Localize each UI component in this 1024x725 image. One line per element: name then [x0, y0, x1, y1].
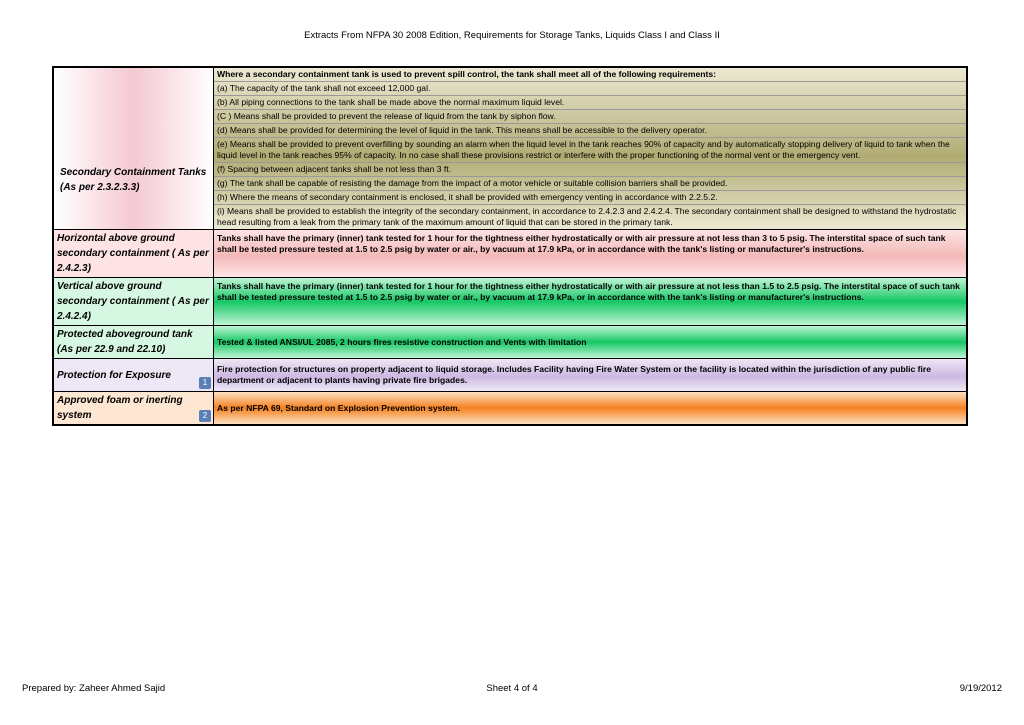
row-label-cell — [54, 68, 214, 229]
requirement-line: (i) Means shall be provided to establish the integrity of the secondary containment, in accordance to 2.4.2.3 and 2.4.2.4. The secondary containment shall be designed to withstand the hydrostatic head resulting from a leak from the primary tank of the maximum amount of liquid that can be stored in the primary tank. — [214, 204, 966, 229]
requirement-line: (C ) Means shall be provided to prevent the release of liquid from the tank by siphon flow. — [214, 109, 966, 123]
row-label-cell — [54, 359, 214, 391]
table-row-secondary-containment — [54, 68, 966, 229]
table-row-horizontal — [54, 229, 966, 277]
requirement-text: Tanks shall have the primary (inner) tank tested for 1 hour for the tightness either hydrostatically or with air pressure at not less than 3 to 5 psig. The interstital space of such tank shall be tested pressure tested at 1.5 to 2.5 psig by water or air., by vacuum at 17.9 kPa, or in accordance with the tank's listing or manufacturer's instructions. — [217, 233, 946, 254]
page-title: Extracts From NFPA 30 2008 Edition, Requirements for Storage Tanks, Liquids Class I and Class II — [304, 30, 720, 41]
footer-date: 9/19/2012 — [959, 683, 1002, 694]
requirement-line: (g) The tank shall be capable of resisting the damage from the impact of a motor vehicle or suitable collision barriers shall be provided. — [214, 176, 966, 190]
row-label: Secondary Containment Tanks (As per 2.3.2.3.3) — [60, 167, 207, 193]
requirement-line: (e) Means shall be provided to prevent overfilling by sounding an alarm when the liquid level in the tank reaches 90% of capacity and by automatically stopping delivery of liquid to tank when the liquid level in the tank reaches 95% of capacity. In no case shall these provisions restrict or interfere with the proper functioning of the normal vent or the emergency vent. — [214, 137, 966, 162]
row-content-cell — [214, 392, 966, 424]
requirement-text: As per NFPA 69, Standard on Explosion Prevention system. — [217, 402, 461, 413]
requirement-line: (b) All piping connections to the tank shall be made above the normal maximum liquid level. — [214, 95, 966, 109]
requirement-line: (d) Means shall be provided for determining the level of liquid in the tank. This means shall be accessible to the delivery operator. — [214, 123, 966, 137]
requirement-text: Tanks shall have the primary (inner) tank tested for 1 hour for the tightness either hydrostatically or with air pressure at not less than 1.5 to 2.5 psig. The interstital space of such tank shall be tested pressure tested at 1.5 to 2.5 psig by water or air., by vacuum at 17.9 kPa, or in accordance with the tank's listing or manufacturer's instructions. — [217, 281, 960, 302]
requirement-line: Where a secondary containment tank is used to prevent spill control, the tank shall meet all of the following requirements: — [217, 69, 717, 79]
row-label-cell — [54, 326, 214, 358]
table-row-protected — [54, 325, 966, 358]
row-label: Vertical above ground secondary containment ( As per 2.4.2.4) — [57, 281, 209, 322]
row-label-cell — [54, 392, 214, 424]
row-content-cell — [214, 278, 966, 325]
table-row-vertical — [54, 277, 966, 325]
note-badge: 1 — [199, 377, 211, 389]
table-row-foam — [54, 391, 966, 424]
row-content-cell — [214, 230, 966, 277]
row-label: Horizontal above ground secondary containment ( As per 2.4.2.3) — [57, 233, 209, 274]
row-label: Approved foam or inerting system — [57, 395, 183, 421]
requirement-line: (a) The capacity of the tank shall not exceed 12,000 gal. — [214, 81, 966, 95]
requirement-line: (f) Spacing between adjacent tanks shall be not less than 3 ft. — [214, 162, 966, 176]
row-label-cell — [54, 278, 214, 325]
table-row-exposure — [54, 358, 966, 391]
footer-sheet-number: Sheet 4 of 4 — [486, 683, 538, 694]
row-label-cell — [54, 230, 214, 277]
row-content-cell — [214, 326, 966, 358]
row-label: Protected aboveground tank (As per 22.9 and 22.10) — [57, 329, 193, 355]
note-badge: 2 — [199, 410, 211, 422]
row-content-cell — [214, 68, 966, 229]
requirements-table — [52, 66, 968, 426]
footer-prepared-by: Prepared by: Zaheer Ahmed Sajid — [22, 683, 166, 694]
requirement-line: (h) Where the means of secondary containment is enclosed, it shall be provided with emergency venting in accordance with 2.2.5.2. — [214, 190, 966, 204]
requirement-text: Tested & listed ANSI/UL 2085, 2 hours fires resistive construction and Vents with limitation — [217, 336, 587, 347]
row-label: Protection for Exposure — [57, 369, 171, 381]
requirement-text: Fire protection for structures on property adjacent to liquid storage. Includes Facility having Fire Water System or the facility is located within the jurisdiction of any public fire department or adjacent to plants having private fire brigades. — [217, 364, 932, 385]
row-content-cell — [214, 359, 966, 391]
